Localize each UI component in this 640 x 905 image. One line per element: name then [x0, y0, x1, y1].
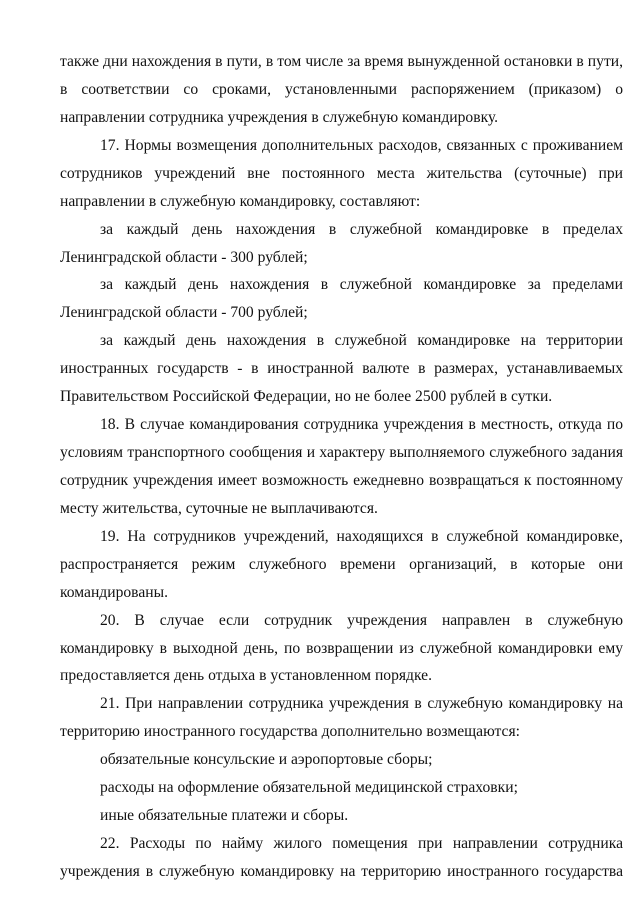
text-line: направлении в служебную командировку, составляют: — [60, 193, 421, 210]
text-line: в соответствии со сроками, установленными распоряжением (приказом) о — [60, 81, 623, 98]
text-line: Ленинградской области - 300 рублей; — [60, 249, 308, 266]
text-line: учреждения в служебную командировку на территорию иностранного государства — [60, 863, 623, 880]
text-line: Ленинградской области - 700 рублей; — [60, 304, 308, 321]
text-line: сотрудник учреждения имеет возможность ежедневно возвращаться к постоянному — [60, 472, 623, 489]
text-line: направлении сотрудника учреждения в служебную командировку. — [60, 109, 499, 126]
text-line: распространяется режим служебного времени организаций, в которые они — [60, 556, 623, 573]
text-line: Правительством Российской Федерации, но не более 2500 рублей в сутки. — [60, 388, 553, 405]
paragraph-20-start: 20. В случае если сотрудник учреждения направлен в служебную — [100, 612, 623, 629]
text-line: территорию иностранного государства дополнительно возмещаются: — [60, 723, 520, 740]
paragraph-19-start: 19. На сотрудников учреждений, находящихся в служебной командировке, — [100, 528, 623, 545]
text-line: командировку в выходной день, по возвращении из служебной командировки ему — [60, 640, 623, 657]
text-line: условиям транспортного сообщения и характеру выполняемого служебного задания — [60, 444, 623, 461]
text-line: сотрудников учреждений вне постоянного места жительства (суточные) при — [60, 165, 623, 182]
paragraph-22-start: 22. Расходы по найму жилого помещения при направлении сотрудника — [100, 835, 623, 852]
paragraph-18-start: 18. В случае командирования сотрудника учреждения в местность, откуда по — [100, 416, 623, 433]
text-line: иностранных государств - в иностранной валюте в размерах, устанавливаемых — [60, 360, 623, 377]
paragraph-17-start: 17. Нормы возмещения дополнительных расходов, связанных с проживанием — [100, 137, 623, 154]
list-item-consular-fees: обязательные консульские и аэропортовые сборы; — [100, 751, 433, 768]
text-line: также дни нахождения в пути, в том числе за время вынужденной остановки в пути, — [60, 53, 623, 70]
list-item-insurance: расходы на оформление обязательной медицинской страховки; — [100, 779, 518, 796]
text-line: месту жительства, суточные не выплачиваются. — [60, 500, 378, 517]
text-line: командированы. — [60, 584, 168, 601]
list-item-outside-region: за каждый день нахождения в служебной командировке за пределами — [100, 276, 623, 293]
list-item-region: за каждый день нахождения в служебной командировке в пределах — [100, 221, 623, 238]
text-line: предоставляется день отдыха в установленном порядке. — [60, 667, 433, 684]
paragraph-21-start: 21. При направлении сотрудника учреждения в служебную командировку на — [100, 695, 623, 712]
list-item-other-fees: иные обязательные платежи и сборы. — [100, 807, 349, 824]
list-item-foreign: за каждый день нахождения в служебной командировке на территории — [100, 332, 623, 349]
